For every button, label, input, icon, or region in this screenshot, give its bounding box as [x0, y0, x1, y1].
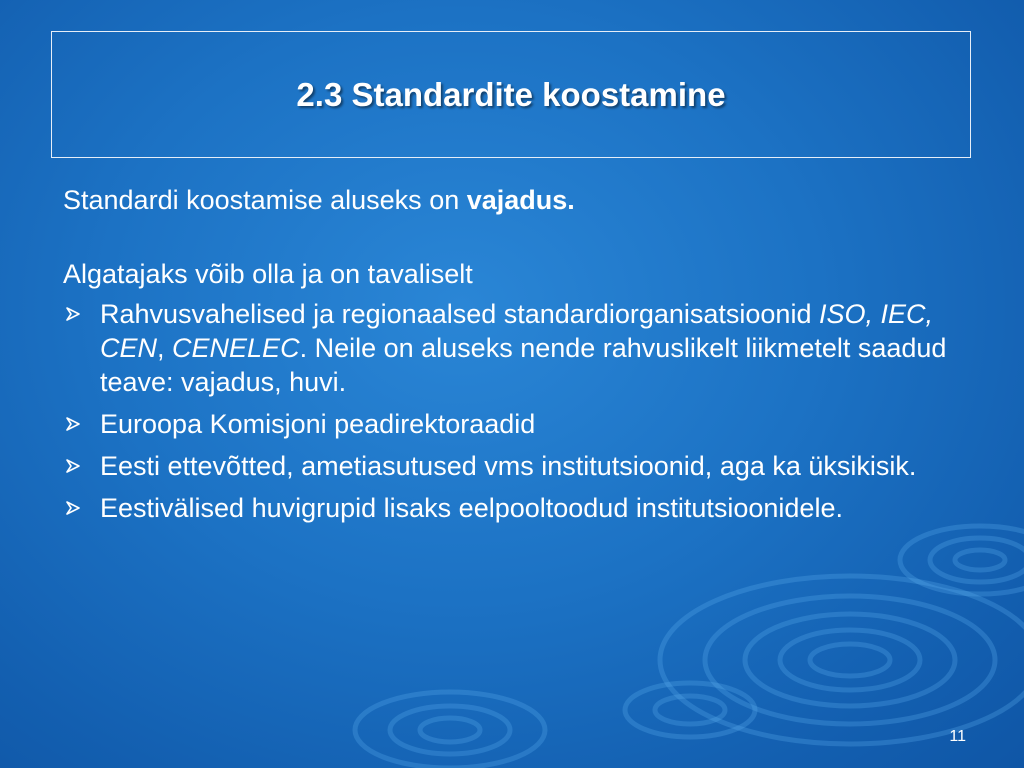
bullet-italic-text: ISO, IEC, CEN	[100, 299, 933, 363]
bullet-text: Eesti ettevõtted, ametiasutused vms institutsioonid, aga ka üksikisik.	[100, 451, 917, 481]
page-number: 11	[949, 728, 966, 745]
bullet-text: ,	[157, 333, 173, 363]
bullet-item	[63, 407, 963, 441]
arrow-chevron-icon	[65, 416, 81, 432]
bullet-text: Rahvusvahelised ja regionaalsed standardiorganisatsioonid	[100, 299, 819, 329]
title-frame	[51, 31, 971, 158]
lead-paragraph: Algatajaks võib olla ja on tavaliselt	[63, 259, 473, 289]
bullet-text: Eestivälised huvigrupid lisaks eelpooltoodud institutsioonidele.	[100, 493, 843, 523]
arrow-chevron-icon	[65, 500, 81, 516]
intro-bold-text: vajadus.	[466, 185, 575, 215]
bullet-text: . Neile on aluseks nende rahvuslikelt liikmetelt saadud teave: vajadus, huvi.	[100, 333, 947, 397]
bullet-list	[63, 297, 963, 525]
bullet-item	[63, 491, 963, 525]
bullet-item	[63, 297, 963, 399]
arrow-chevron-icon	[65, 306, 81, 322]
intro-text: Standardi koostamise aluseks on	[63, 185, 467, 215]
bullet-item	[63, 449, 963, 483]
arrow-chevron-icon	[65, 458, 81, 474]
intro-paragraph	[63, 183, 963, 217]
bullet-italic-text: CENELEC	[172, 333, 300, 363]
slide-title: 2.3 Standardite koostamine	[296, 75, 726, 113]
bullet-text: Euroopa Komisjoni peadirektoraadid	[100, 409, 536, 439]
slide-body	[63, 183, 963, 533]
